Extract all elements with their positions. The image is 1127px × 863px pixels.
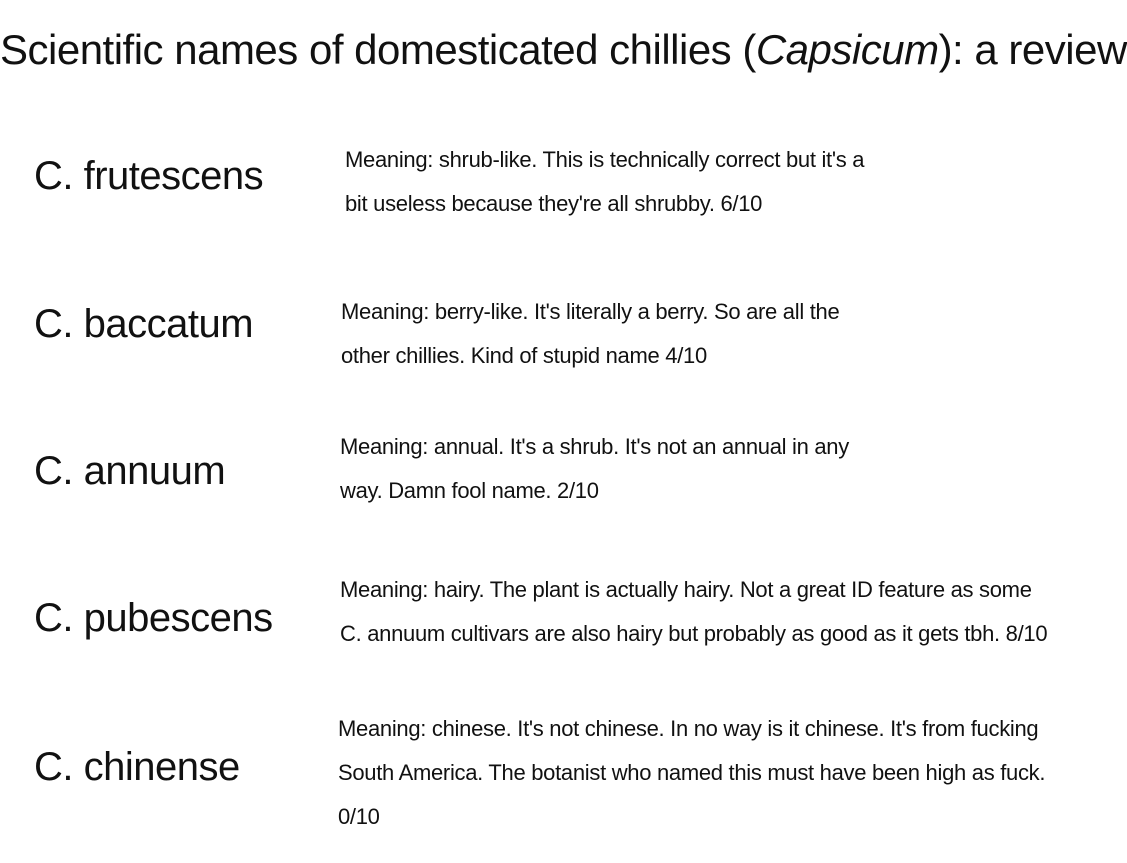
species-name: C. chinense <box>34 745 240 789</box>
title-genus: Capsicum <box>755 26 939 73</box>
species-name: C. annuum <box>34 449 226 493</box>
description-line: other chillies. Kind of stupid name 4/10 <box>341 343 707 368</box>
description-line: Meaning: shrub-like. This is technically correct but it's a <box>345 147 865 172</box>
species-name: C. frutescens <box>34 154 264 198</box>
description-line: South America. The botanist who named this must have been high as fuck. <box>338 760 1046 785</box>
species-description <box>341 290 839 378</box>
description-line: Meaning: chinese. It's not chinese. In no way is it chinese. It's from fucking <box>338 716 1039 741</box>
description-line: C. annuum cultivars are also hairy but probably as good as it gets tbh. 8/10 <box>340 621 1048 646</box>
description-line: Meaning: hairy. The plant is actually hairy. Not a great ID feature as some <box>340 577 1032 602</box>
species-name: C. baccatum <box>34 302 254 346</box>
description-line: Meaning: annual. It's a shrub. It's not an annual in any <box>340 434 849 459</box>
page-title <box>0 22 1127 78</box>
description-line: 0/10 <box>338 804 380 829</box>
species-description <box>340 425 849 513</box>
title-prefix: Scientific names of domesticated chillies ( <box>0 26 756 73</box>
title-suffix: ): a review <box>938 26 1127 73</box>
species-description <box>340 568 1047 656</box>
description-line: Meaning: berry-like. It's literally a berry. So are all the <box>341 299 840 324</box>
description-line: bit useless because they're all shrubby. 6/10 <box>345 191 763 216</box>
species-description <box>338 707 1045 839</box>
species-name: C. pubescens <box>34 596 273 640</box>
description-line: way. Damn fool name. 2/10 <box>340 478 599 503</box>
species-description <box>345 138 864 226</box>
